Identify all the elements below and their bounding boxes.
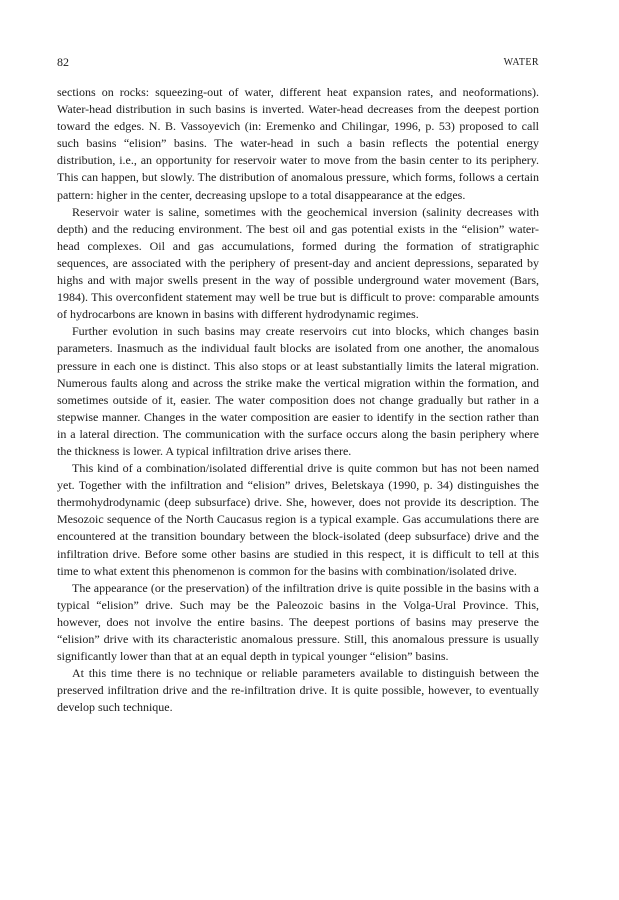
paragraph: The appearance (or the preservation) of the infiltration drive is quite possible in the basins with a typical “elision” drive. Such may be the Paleozoic basins in the Volga-Ural Province. This, however, does not involve the entire basins. The deepest portions of basins may preserve the “elision” drive with its characteristic anomalous pressure. Still, this anomalous pressure is usually significantly lower than that at an equal depth in typical younger “elision” basins. — [57, 580, 539, 664]
paragraph: At this time there is no technique or reliable parameters available to distinguish between the preserved infiltration drive and the re-infiltration drive. It is quite possible, however, to eventually develop such technique. — [57, 666, 539, 715]
page-number: 82 — [57, 55, 69, 69]
paragraph: Reservoir water is saline, sometimes with the geochemical inversion (salinity decreases with depth) and the reducing environment. The best oil and gas potential exists in the “elision” water-head complexes. Oil and gas accumulations, formed during the formation of stratigraphic sequences, are associated with the periphery of present-day and ancient depressions, separated by highs and with major swells present in the way of possible underground water movement (Bars, 1984). This overconfident statement may well be true but is difficult to prove: comparable amounts of hydrocarbons are known in basins with different hydrodynamic regimes. — [57, 204, 539, 322]
running-head: WATER — [503, 57, 539, 68]
paragraph: This kind of a combination/isolated differential drive is quite common but has not been named yet. Together with the infiltration and “elision” drives, Beletskaya (1990, p. 34) distinguishes the thermohydrodynamic (deep subsurface) drive. She, however, does not provide its description. The Mesozoic sequence of the North Caucasus region is a typical example. Gas accumulations there are encountered at the transition boundary between the block-isolated (deep subsurface) drive and the infiltration drive. Before some other basins are studied in this respect, it is difficult to tell at this time to what extent this phenomenon is common for the basins with combination/isolated drive. — [57, 461, 539, 578]
paragraph: sections on rocks: squeezing-out of water, different heat expansion rates, and neoformations). Water-head distribution in such basins is inverted. Water-head decreases from the deepest portion toward the edges. N. B. Vassoyevich (in: Eremenko and Chilingar, 1996, p. 53) proposed to call such basins “elision” basins. The water-head in such a basin reflects the potential energy distribution, i.e., an opportunity for reservoir water to move from the basin center to its periphery. This can happen, but slowly. The distribution of anomalous pressure, which forms, follows a certain pattern: higher in the center, decreasing upslope to a total disappearance at the edges. — [57, 85, 539, 202]
paragraph: Further evolution in such basins may create reservoirs cut into blocks, which changes basin parameters. Inasmuch as the individual fault blocks are isolated from one another, the anomalous pressure in each one is distinct. This also stops or at least substantially limits the lateral migration. Numerous faults along and across the strike make the vertical migration within the formation, and sometimes outside of it, easier. The water composition does not change gradually but rather in a stepwise manner. Changes in the water composition are easier to identify in the section rather than in a lateral direction. The communication with the surface occurs along the basin periphery where the thickness is lower. A typical infiltration drive arises there. — [57, 324, 539, 458]
body-text — [57, 84, 539, 716]
